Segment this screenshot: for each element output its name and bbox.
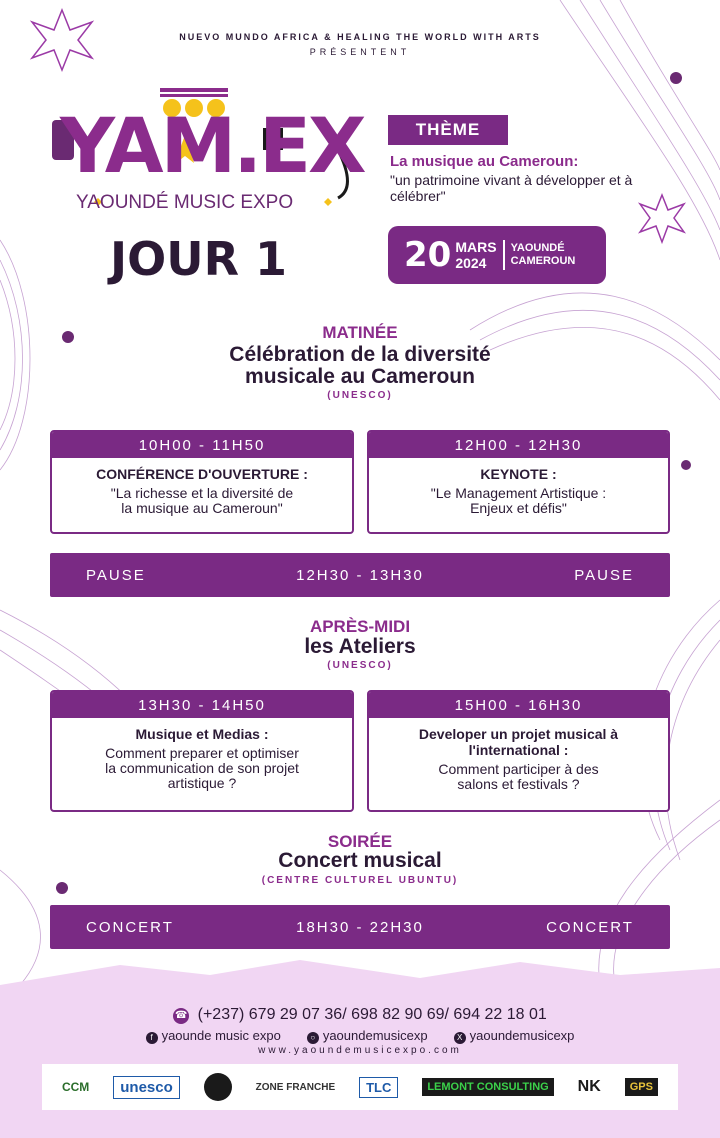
card-desc-line2: la musique au Cameroun" bbox=[121, 500, 283, 516]
card-desc-line3: artistique ? bbox=[167, 775, 237, 791]
card-time: 12H00 - 12H30 bbox=[369, 432, 668, 458]
logo-wordmark: YAM.EX bbox=[60, 101, 364, 190]
theme-badge: THÈME bbox=[388, 115, 508, 145]
sponsor-tlc: TLC bbox=[359, 1077, 398, 1098]
card-time: 10H00 - 11H50 bbox=[52, 432, 352, 458]
morning-card-1 bbox=[50, 430, 354, 534]
afternoon-card-1 bbox=[50, 690, 354, 812]
card-desc-line1: "Le Management Artistique : bbox=[430, 485, 607, 501]
concert-right: CONCERT bbox=[546, 918, 634, 936]
card-desc-line1: "La richesse et la diversité de bbox=[110, 485, 294, 501]
day-label: JOUR 1 bbox=[110, 232, 288, 286]
date-separator bbox=[503, 240, 505, 270]
morning-title-line2: musicale au Cameroun bbox=[245, 365, 475, 388]
pause-bar bbox=[50, 553, 670, 597]
card-desc-line1: Comment preparer et optimiser bbox=[105, 745, 299, 761]
morning-sub: (UNESCO) bbox=[327, 390, 393, 401]
x-link[interactable] bbox=[454, 1028, 575, 1044]
card-time: 15H00 - 16H30 bbox=[369, 692, 668, 718]
date-location bbox=[511, 242, 576, 268]
card-desc-line2: salons et festivals ? bbox=[457, 776, 580, 792]
x-icon: X bbox=[454, 1032, 466, 1044]
date-city: YAOUNDÉ bbox=[510, 242, 565, 254]
card-title: KEYNOTE : bbox=[480, 466, 557, 482]
sponsor-strip bbox=[42, 1064, 678, 1110]
sponsor-ccm: CCM bbox=[61, 1080, 90, 1094]
morning-label: MATINÉE bbox=[322, 323, 398, 342]
presentent-text: PRÉSENTENT bbox=[309, 47, 411, 57]
sponsor-zone-franche: ZONE FRANCHE bbox=[255, 1081, 336, 1093]
presenters-text: NUEVO MUNDO AFRICA & HEALING THE WORLD WITH ARTS bbox=[179, 32, 541, 42]
card-title-line2: l'international : bbox=[468, 742, 569, 758]
afternoon-sub: (UNESCO) bbox=[327, 660, 393, 671]
date-year: 2024 bbox=[455, 255, 487, 271]
sponsor-unesco: unesco bbox=[113, 1076, 180, 1099]
card-desc-line2: Enjeux et défis" bbox=[470, 500, 567, 516]
afternoon-title: les Ateliers bbox=[304, 635, 416, 658]
instagram-link[interactable] bbox=[307, 1028, 428, 1044]
date-box bbox=[388, 226, 606, 284]
theme-title: La musique au Cameroun: bbox=[390, 153, 579, 170]
website-link[interactable]: www.yaoundemusicexpo.com bbox=[258, 1045, 462, 1056]
phone-numbers[interactable]: (+237) 679 29 07 36/ 698 82 90 69/ 694 22 18 01 bbox=[197, 1006, 547, 1023]
expo-label: YAOUNDÉ MUSIC EXPO bbox=[76, 192, 294, 213]
concert-bar bbox=[50, 905, 670, 949]
instagram-icon: ○ bbox=[307, 1032, 319, 1044]
facebook-handle: yaounde music expo bbox=[161, 1028, 281, 1043]
evening-title: Concert musical bbox=[278, 849, 442, 872]
phone-icon: ☎ bbox=[173, 1008, 189, 1024]
sponsor-lemont: LEMONT CONSULTING bbox=[422, 1078, 553, 1096]
facebook-link[interactable] bbox=[146, 1028, 281, 1044]
card-title: Musique et Medias : bbox=[135, 726, 269, 742]
facebook-icon: f bbox=[146, 1032, 158, 1044]
afternoon-label: APRÈS-MIDI bbox=[309, 617, 411, 636]
card-title: CONFÉRENCE D'OUVERTURE : bbox=[96, 466, 308, 482]
pause-time: 12H30 - 13H30 bbox=[296, 566, 424, 584]
social-links bbox=[0, 1028, 720, 1044]
instagram-handle: yaoundemusicexp bbox=[322, 1028, 428, 1043]
sponsor-gps: GPS bbox=[625, 1078, 658, 1096]
card-desc-line2: la communication de son projet bbox=[105, 760, 299, 776]
card-time: 13H30 - 14H50 bbox=[52, 692, 352, 718]
card-desc-line1: Comment participer à des bbox=[438, 761, 599, 777]
concert-left: CONCERT bbox=[86, 918, 174, 936]
theme-quote: "un patrimoine vivant à développer et à célébrer" bbox=[390, 172, 633, 204]
concert-time: 18H30 - 22H30 bbox=[296, 918, 424, 936]
evening-label: SOIRÉE bbox=[327, 832, 393, 851]
pause-left: PAUSE bbox=[86, 566, 146, 584]
date-month: MARS bbox=[455, 239, 497, 255]
x-handle: yaoundemusicexp bbox=[469, 1028, 575, 1043]
card-title-line1: Developer un projet musical à bbox=[418, 726, 619, 742]
sponsor-logo-circle bbox=[204, 1073, 232, 1101]
date-day: 20 bbox=[404, 235, 452, 275]
morning-card-2 bbox=[367, 430, 670, 534]
morning-title-line1: Célébration de la diversité bbox=[229, 343, 491, 366]
evening-sub: (CENTRE CULTUREL UBUNTU) bbox=[261, 875, 459, 886]
date-country: CAMEROUN bbox=[510, 255, 576, 267]
date-month-year bbox=[455, 239, 496, 271]
phone-line bbox=[0, 1006, 720, 1024]
sponsor-nk: NK bbox=[577, 1078, 601, 1095]
pause-right: PAUSE bbox=[574, 566, 634, 584]
afternoon-card-2 bbox=[367, 690, 670, 812]
